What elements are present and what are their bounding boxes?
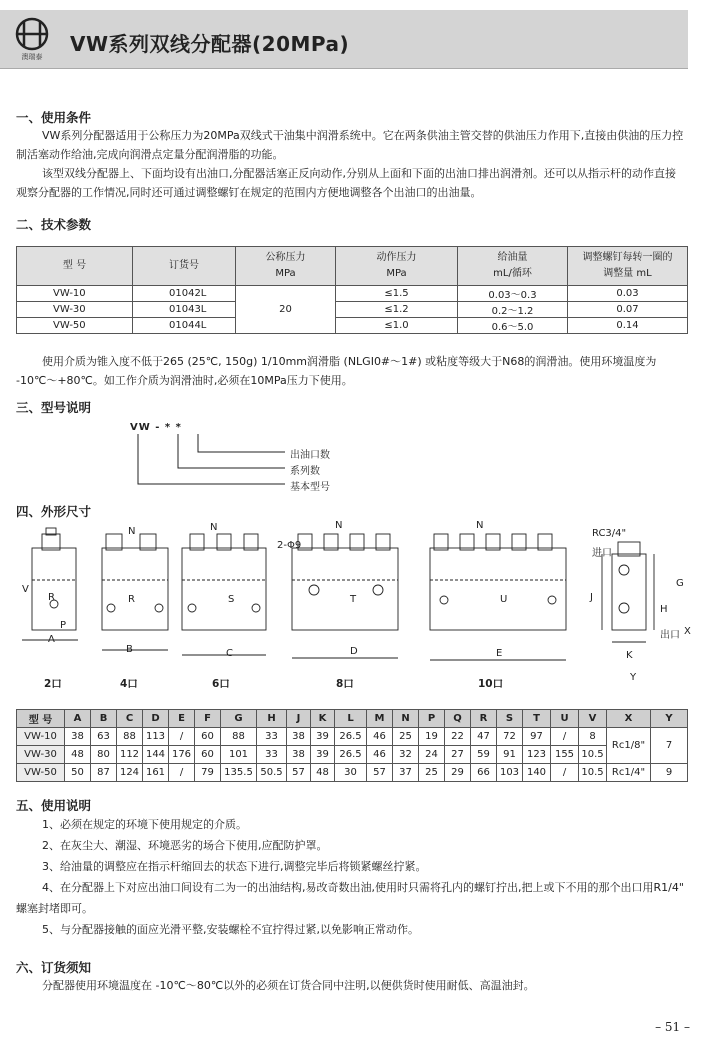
col-oil: 给油量 mL/循环 [458,247,568,286]
table-row: VW-50 01044L ≤1.0 0.6～5.0 0.14 [17,318,688,334]
list-item: 4、在分配器上下对应出油口间设有二为一的出油结构,易改奇数出油,使用时只需将孔内的螺钉拧出,把上或下不用的那个出口用R1/4" 螺塞封堵即可。 [16,881,684,915]
section-heading-specs: 二、技术参数 [16,217,92,232]
caption-4: 4口 [120,678,138,690]
dim-v: V [22,584,29,595]
dim-n-10: N [476,520,484,531]
model-code: VW - * * [130,422,182,433]
list-item: 1、必须在规定的环境下使用规定的介质。 [42,818,247,831]
dim-rc: RC3/4" [592,528,627,539]
spec-table [16,246,688,334]
dim-y: Y [630,672,637,683]
dim-u: U [500,594,508,605]
dim-x: X [684,626,691,637]
section-heading-usage: 五、使用说明 [16,798,92,813]
table-row: VW-50 50 87 124 161 / 79 135.5 50.5 57 48 30 57 37 25 29 66 103 140 / 10.5 Rc1/4" 9 [17,764,688,782]
medium-text: 使用介质为锥入度不低于265 (25℃, 150g) 1/10mm润滑脂 (NLGI0#～1#) 或粘度等级大于N68的润滑油。使用环境温度为 -10℃～+80℃。如工作介质为润滑油时,必须在10MPa压力下使用。 [16,355,657,387]
dim-n-4: N [128,526,136,537]
dim-b: B [126,644,133,655]
dim-g: G [676,578,684,589]
caption-6: 6口 [212,678,230,690]
dim-e: E [496,648,503,659]
caption-2: 2口 [44,678,62,690]
section-heading-dimensions: 四、外形尺寸 [16,504,92,519]
conditions-text [16,126,686,202]
dim-s: S [228,594,235,605]
table-row: VW-10 01042L 20 ≤1.5 0.03～0.3 0.03 [17,286,688,302]
dim-holes: 2-Φ9 [277,540,302,551]
conditions-para-2: 该型双线分配器上、下面均设有出油口,分配器活塞正反向动作,分别从上面和下面的出油口排出润滑剂。还可以从指示杆的动作直接观察分配器的工作情况,同时还可通过调整螺钉在规定的范围内方便地调整各个出油口的出油量。 [16,167,676,199]
dimension-table-header: 型 号 A B C D E F G H J K L M N P Q R S T U V X Y [17,710,688,728]
dim-p: P [60,620,67,631]
table-row: VW-30 01043L ≤1.2 0.2～1.2 0.07 [17,302,688,318]
col-order: 订货号 [133,247,236,286]
dim-outlet: 出口 [660,630,680,641]
label-series: 系列数 [290,466,320,477]
col-model: 型 号 [17,247,133,286]
dim-k: K [626,650,633,661]
nominal-pressure-cell: 20 [236,286,336,334]
conditions-para-1: VW系列分配器适用于公称压力为20MPa双线式干油集中润滑系统中。它在两条供油主管交替的供油压力作用下,直接由供油的压力控制活塞动作给油,完成向润滑点定量分配润滑脂的功能。 [16,129,684,161]
usage-list [16,814,686,940]
page-title: VW系列双线分配器(20MPa) [70,32,350,56]
label-basic: 基本型号 [290,482,330,493]
dimension-table [16,709,688,782]
table-row: VW-10 38 63 88 113 / 60 88 33 38 39 26.5 46 25 19 22 47 72 97 / 8 Rc1/8" 7 [17,728,688,746]
dim-j: J [590,592,593,603]
dim-c: C [226,648,233,659]
col-nominal: 公称压力 MPa [236,247,336,286]
logo-caption: 澳瑞泰 [21,53,43,61]
dim-r: R [48,592,55,603]
section-heading-conditions: 一、使用条件 [16,110,92,125]
dim-inlet: 进口 [592,548,612,559]
model-code-diagram [130,432,290,494]
spec-table-header [17,247,688,286]
dim-n-6: N [210,522,218,533]
caption-10: 10口 [478,678,504,690]
col-adjust: 调整螺钉每转一圈的 调整量 mL [568,247,688,286]
dim-a: A [48,634,55,645]
section-heading-ordering: 六、订货须知 [16,960,92,975]
dim-n-8: N [335,520,343,531]
ordering-text: 分配器使用环境温度在 -10℃～80℃以外的必须在订货合同中注明,以便供货时使用耐低、高温油封。 [42,979,535,992]
col-action: 动作压力 MPa [336,247,458,286]
list-item: 3、给油量的调整应在指示杆缩回去的状态下进行,调整完毕后将锁紧螺丝拧紧。 [42,860,427,873]
dim-r-4: R [128,594,135,605]
page-header [0,10,688,69]
section-heading-model: 三、型号说明 [16,400,92,415]
dim-t: T [350,594,357,605]
list-item: 2、在灰尘大、潮湿、环境恶劣的场合下使用,应配防护罩。 [42,839,328,852]
dim-d: D [350,646,358,657]
list-item: 5、与分配器接触的面应光滑平整,安装螺栓不宜拧得过紧,以免影响正常动作。 [42,923,419,936]
table-row: VW-30 48 80 112 144 176 60 101 33 38 39 26.5 46 32 24 27 59 91 123 155 10.5 [17,746,688,764]
caption-8: 8口 [336,678,354,690]
page-number: – 51 – [655,1020,690,1034]
dim-h: H [660,604,668,615]
label-outlets: 出油口数 [290,450,330,461]
